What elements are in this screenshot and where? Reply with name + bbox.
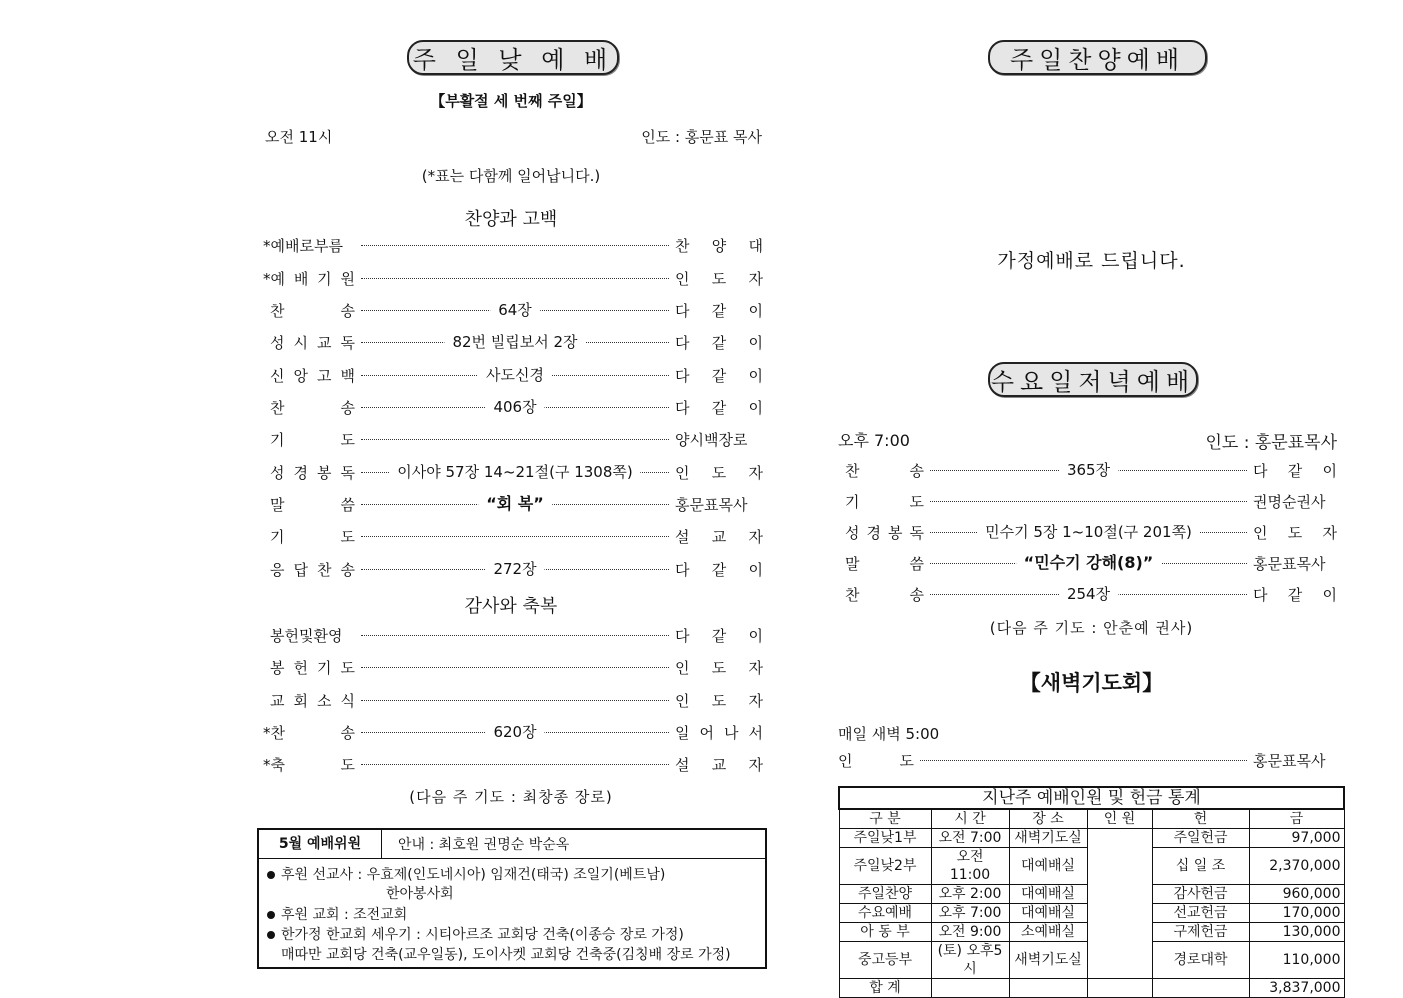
section-praise-confession: 찬양과 고백 bbox=[464, 209, 558, 230]
leader-dots bbox=[920, 749, 1247, 771]
leader-dots bbox=[361, 331, 669, 353]
row-detail: 406장 bbox=[485, 396, 544, 418]
leader-dots bbox=[361, 558, 669, 580]
stats-cell: 수요예배 bbox=[839, 904, 931, 923]
sunday-subtitle: 【부활절 세 번째 주일】 bbox=[430, 92, 592, 110]
order-item bbox=[263, 721, 763, 743]
row-right: 다 같 이 bbox=[675, 366, 763, 385]
row-label: 찬 송 bbox=[845, 585, 924, 604]
committee-line: 한아봉사회 bbox=[386, 886, 454, 902]
row-label: 기 도 bbox=[270, 527, 355, 546]
order-item bbox=[263, 493, 763, 515]
row-detail: 사도신경 bbox=[478, 364, 552, 386]
stats-cell bbox=[1087, 829, 1152, 979]
title-text: 주 일 낮 예 배 bbox=[412, 46, 614, 74]
order-item bbox=[838, 583, 1337, 605]
stats-cell: 주일헌금 bbox=[1152, 829, 1249, 848]
dawn-prayer-title: 【새벽기도회】 bbox=[1019, 671, 1164, 695]
leader-dots bbox=[361, 364, 669, 386]
sunday-leader: 인도 : 홍문표 목사 bbox=[641, 128, 762, 146]
row-right: 다 같 이 bbox=[675, 301, 763, 320]
row-detail: “회 복” bbox=[478, 493, 552, 515]
leader-dots bbox=[930, 583, 1247, 605]
leader-dots bbox=[361, 656, 669, 678]
stats-title: 지난주 예배인원 및 헌금 통계 bbox=[839, 787, 1344, 809]
row-right: 찬 양 대 bbox=[675, 236, 763, 255]
row-right: 다 같 이 bbox=[675, 560, 763, 579]
stats-row bbox=[839, 979, 1344, 998]
leader-dots bbox=[361, 689, 669, 711]
stats-cell: 오후 7:00 bbox=[931, 904, 1009, 923]
row-label: 봉헌및환영 bbox=[270, 626, 343, 645]
stats-cell: 구제헌금 bbox=[1152, 923, 1249, 942]
title-text: 수요일저녁예배 bbox=[990, 368, 1196, 396]
stats-cell: 선교헌금 bbox=[1152, 904, 1249, 923]
stats-cell: (토) 오후5시 bbox=[931, 942, 1009, 979]
stats-cell: 새벽기도실 bbox=[1009, 829, 1087, 848]
committee-line: 매따만 교회당 건축(교우일동), 도이사켓 교회당 건축중(김칭배 장로 가정) bbox=[281, 947, 731, 963]
stats-header: 장 소 bbox=[1009, 809, 1087, 829]
row-detail: 272장 bbox=[485, 558, 544, 580]
stats-cell: 2,370,000 bbox=[1249, 848, 1344, 885]
row-label: 찬 송 bbox=[270, 398, 355, 417]
stats-cell: 대예배실 bbox=[1009, 848, 1087, 885]
row-detail: 64장 bbox=[490, 299, 540, 321]
stats-cell: 110,000 bbox=[1249, 942, 1344, 979]
row-label: 찬 송 bbox=[270, 301, 355, 320]
leader-dots bbox=[361, 234, 669, 256]
order-item bbox=[263, 299, 763, 321]
row-right: 인 도 자 bbox=[675, 658, 763, 677]
order-item bbox=[263, 461, 763, 483]
order-item bbox=[263, 331, 763, 353]
row-right: 다 같 이 bbox=[675, 333, 763, 352]
order-item bbox=[838, 459, 1337, 481]
stats-cell: 170,000 bbox=[1249, 904, 1344, 923]
stats-cell: 97,000 bbox=[1249, 829, 1344, 848]
stats-header: 헌 bbox=[1152, 809, 1249, 829]
stats-row bbox=[839, 829, 1344, 848]
row-detail: 민수기 5장 1~10절(구 201쪽) bbox=[977, 521, 1200, 543]
stats-cell: 3,837,000 bbox=[1249, 979, 1344, 998]
leader-dots bbox=[361, 721, 669, 743]
stats-header: 금 bbox=[1249, 809, 1344, 829]
leader-dots bbox=[361, 525, 669, 547]
row-right: 홍문표목사 bbox=[675, 495, 748, 514]
bullet-icon bbox=[267, 871, 275, 879]
sunday-next-prayer: (다음 주 기도 : 최창종 장로) bbox=[409, 788, 613, 806]
order-item bbox=[263, 267, 763, 289]
row-label: 찬 송 bbox=[845, 461, 924, 480]
leader-dots bbox=[930, 521, 1247, 543]
stats-cell: 합 계 bbox=[839, 979, 931, 998]
stats-cell bbox=[1087, 979, 1152, 998]
row-label: 봉 헌 기 도 bbox=[270, 658, 355, 677]
stats-cell: 감사헌금 bbox=[1152, 885, 1249, 904]
row-right: 다 같 이 bbox=[1253, 585, 1337, 604]
row-label: 성 시 교 독 bbox=[270, 333, 355, 352]
order-item bbox=[263, 624, 763, 646]
row-right: 인 도 자 bbox=[1253, 523, 1337, 542]
order-item bbox=[263, 689, 763, 711]
row-label: 기 도 bbox=[845, 492, 924, 511]
row-label: 기 도 bbox=[270, 430, 355, 449]
wednesday-service-title bbox=[988, 362, 1198, 397]
leader-dots bbox=[930, 552, 1247, 574]
leader-dots bbox=[930, 490, 1247, 512]
leader-dots bbox=[930, 459, 1247, 481]
section-thanks-blessing: 감사와 축복 bbox=[464, 596, 558, 617]
row-label: *찬 송 bbox=[263, 723, 355, 742]
stats-cell: 오전 7:00 bbox=[931, 829, 1009, 848]
row-right: 일 어 나 서 bbox=[675, 723, 763, 742]
committee-line: 후원 교회 : 조전교회 bbox=[267, 904, 407, 924]
stats-cell bbox=[1009, 979, 1087, 998]
stats-cell: 소예배실 bbox=[1009, 923, 1087, 942]
stats-cell: 중고등부 bbox=[839, 942, 931, 979]
row-detail: 620장 bbox=[485, 721, 544, 743]
stats-header: 인 원 bbox=[1087, 809, 1152, 829]
order-item bbox=[263, 558, 763, 580]
order-item bbox=[263, 656, 763, 678]
row-right: 홍문표목사 bbox=[1253, 554, 1326, 573]
stats-cell bbox=[931, 979, 1009, 998]
bullet-icon bbox=[267, 911, 275, 919]
committee-guide: 안내 : 최호원 권명순 박순옥 bbox=[398, 837, 570, 853]
row-detail: 254장 bbox=[1059, 583, 1118, 605]
row-label: 말 씀 bbox=[270, 495, 355, 514]
sunday-time: 오전 11시 bbox=[265, 128, 333, 146]
row-right: 다 같 이 bbox=[1253, 461, 1337, 480]
row-right: 인 도 자 bbox=[675, 691, 763, 710]
row-right: 설 교 자 bbox=[675, 527, 763, 546]
order-item bbox=[263, 396, 763, 418]
leader-dots bbox=[361, 624, 669, 646]
row-right: 홍문표목사 bbox=[1253, 751, 1326, 770]
leader-dots bbox=[361, 753, 669, 775]
row-label: 교 회 소 식 bbox=[270, 691, 355, 710]
committee-heading: 5월 예배위원 bbox=[259, 830, 382, 858]
row-detail: 365장 bbox=[1059, 459, 1118, 481]
row-detail: 이사야 57장 14~21절(구 1308쪽) bbox=[389, 461, 640, 483]
praise-service-title bbox=[988, 40, 1207, 75]
stats-cell: 오전 11:00 bbox=[931, 848, 1009, 885]
wednesday-time: 오후 7:00 bbox=[838, 431, 910, 450]
praise-service-note: 가정예배로 드립니다. bbox=[997, 250, 1186, 272]
bullet-icon bbox=[267, 931, 275, 939]
stats-cell: 오후 2:00 bbox=[931, 885, 1009, 904]
order-item bbox=[263, 364, 763, 386]
stats-cell: 오전 9:00 bbox=[931, 923, 1009, 942]
stats-header-row bbox=[839, 809, 1344, 829]
stats-table bbox=[838, 786, 1345, 998]
order-item bbox=[838, 521, 1337, 543]
stats-cell: 주일낮2부 bbox=[839, 848, 931, 885]
stats-cell: 960,000 bbox=[1249, 885, 1344, 904]
row-label: 성 경 봉 독 bbox=[845, 523, 924, 542]
stats-cell: 대예배실 bbox=[1009, 904, 1087, 923]
stats-cell: 아 동 부 bbox=[839, 923, 931, 942]
order-item bbox=[838, 552, 1337, 574]
row-right: 인 도 자 bbox=[675, 269, 763, 288]
row-label: *예 배 기 원 bbox=[263, 269, 355, 288]
row-label: 인 도 bbox=[838, 751, 914, 770]
row-right: 다 같 이 bbox=[675, 398, 763, 417]
leader-dots bbox=[361, 396, 669, 418]
dawn-time: 매일 새벽 5:00 bbox=[838, 725, 940, 743]
leader-dots bbox=[361, 461, 669, 483]
order-item bbox=[263, 234, 763, 256]
committee-box bbox=[257, 828, 767, 969]
dawn-leader-row bbox=[838, 749, 1337, 771]
sunday-service-title bbox=[407, 40, 619, 75]
standing-note: (*표는 다함께 일어납니다.) bbox=[421, 167, 601, 185]
committee-line: 후원 선교사 : 우효제(인도네시아) 임재건(태국) 조일기(베트남) bbox=[267, 864, 665, 884]
order-item bbox=[263, 525, 763, 547]
leader-dots bbox=[361, 267, 669, 289]
stats-cell: 130,000 bbox=[1249, 923, 1344, 942]
leader-dots bbox=[361, 299, 669, 321]
stats-cell: 경로대학 bbox=[1152, 942, 1249, 979]
row-right: 인 도 자 bbox=[675, 463, 763, 482]
stats-cell: 주일낮1부 bbox=[839, 829, 931, 848]
order-item bbox=[838, 490, 1337, 512]
stats-cell: 대예배실 bbox=[1009, 885, 1087, 904]
row-label: 응 답 찬 송 bbox=[270, 560, 355, 579]
wednesday-next-prayer: (다음 주 기도 : 안춘예 권사) bbox=[989, 619, 1194, 637]
leader-dots bbox=[361, 493, 669, 515]
row-detail: 82번 빌립보서 2장 bbox=[444, 331, 585, 353]
row-label: *축 도 bbox=[263, 755, 355, 774]
row-right: 권명순권사 bbox=[1253, 492, 1326, 511]
wednesday-leader: 인도 : 홍문표목사 bbox=[1205, 433, 1337, 453]
stats-header: 구 분 bbox=[839, 809, 931, 829]
stats-cell: 주일찬양 bbox=[839, 885, 931, 904]
leader-dots bbox=[361, 428, 669, 450]
row-label: 말 씀 bbox=[845, 554, 924, 573]
stats-header: 시 간 bbox=[931, 809, 1009, 829]
row-right: 설 교 자 bbox=[675, 755, 763, 774]
row-label: 신 앙 고 백 bbox=[270, 366, 355, 385]
committee-line: 한가정 한교회 세우기 : 시티아르조 교회당 건축(이종승 장로 가정) bbox=[267, 924, 684, 944]
stats-cell: 새벽기도실 bbox=[1009, 942, 1087, 979]
row-right: 양시백장로 bbox=[675, 430, 748, 449]
title-text: 주일찬양예배 bbox=[1009, 46, 1186, 74]
row-label: 성 경 봉 독 bbox=[270, 463, 355, 482]
stats-cell bbox=[1152, 979, 1249, 998]
order-item bbox=[263, 428, 763, 450]
order-item bbox=[263, 753, 763, 775]
stats-cell: 십 일 조 bbox=[1152, 848, 1249, 885]
row-label: *예배로부름 bbox=[263, 236, 343, 255]
row-right: 다 같 이 bbox=[675, 626, 763, 645]
row-detail: “민수기 강해(8)” bbox=[1016, 552, 1162, 574]
